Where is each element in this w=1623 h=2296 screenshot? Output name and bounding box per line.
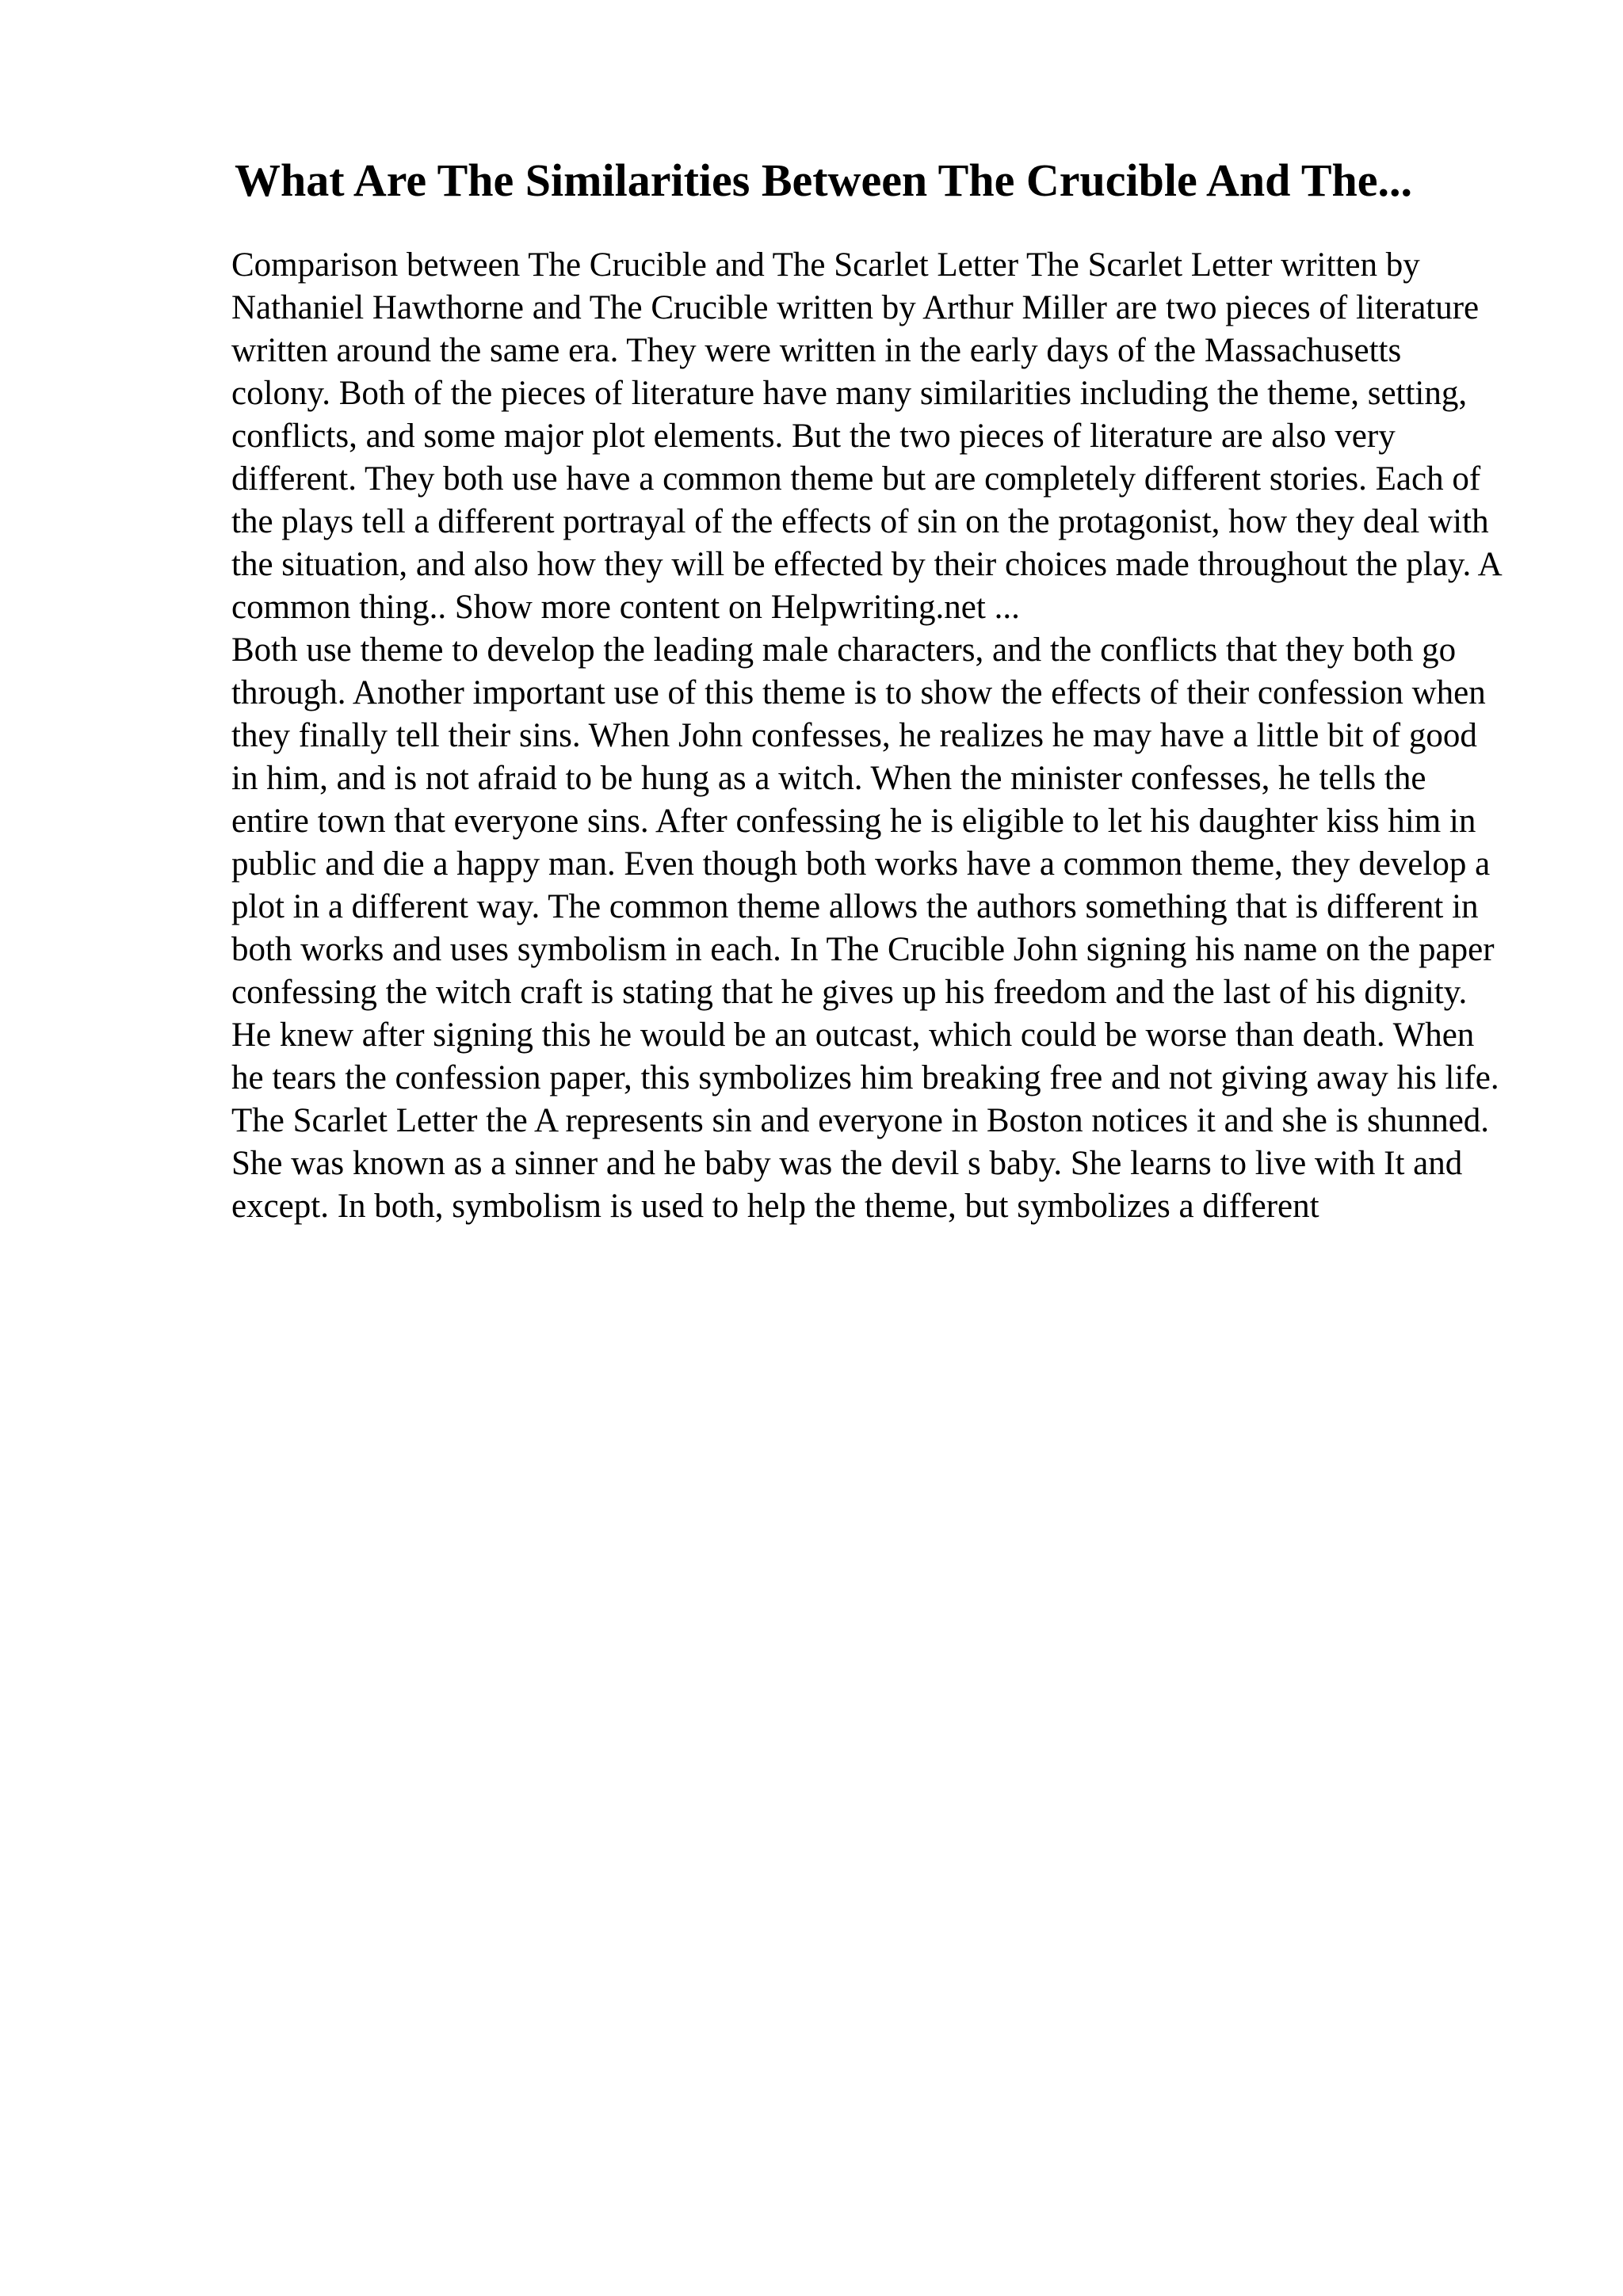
paragraph-1: Comparison between The Crucible and The Scarlet Letter The Scarlet Letter written by Nathaniel Hawthorne and The Crucible written by Arthur Miller are two pieces of literature written around the same era. They were written in the early days of the Massachusetts colony. Both of the pieces of literature have many similarities including the theme, setting, conflicts, and some major plot elements. But the two pieces of literature are also very different. They both use have a common theme but are completely different stories. Each of the plays tell a different portrayal of the effects of sin on the protagonist, how they deal with the situation, and also how they will be effected by their choices made throughout the play. A common thing.. Show more content on Helpwriting.net ... bbox=[231, 246, 1501, 626]
paragraph-2: Both use theme to develop the leading male characters, and the conflicts that they both go through. Another important use of this theme is to show the effects of their confession when they finally tell their sins. When John confesses, he realizes he may have a little bit of good in him, and is not afraid to be hung as a witch. When the minister confesses, he tells the entire town that everyone sins. After confessing he is eligible to let his daughter kiss him in public and die a happy man. Even though both works have a common theme, they develop a plot in a different way. The common theme allows the authors something that is different in both works and uses symbolism in each. In The Crucible John signing his name on the paper confessing the witch craft is stating that he gives up his freedom and the last of his dignity. He knew after signing this he would be an outcast, which could be worse than death. When he tears the confession paper, this symbolizes him breaking free and not giving away his life. The Scarlet Letter the A represents sin and everyone in Boston notices it and she is shunned. She was known as a sinner and he baby was the devil s baby. She learns to live with It and except. In both, symbolism is used to help the theme, but symbolizes a different bbox=[231, 631, 1499, 1225]
document-title: What Are The Similarities Between The Crucible And The... bbox=[234, 154, 1413, 206]
document-body bbox=[231, 244, 1507, 1228]
